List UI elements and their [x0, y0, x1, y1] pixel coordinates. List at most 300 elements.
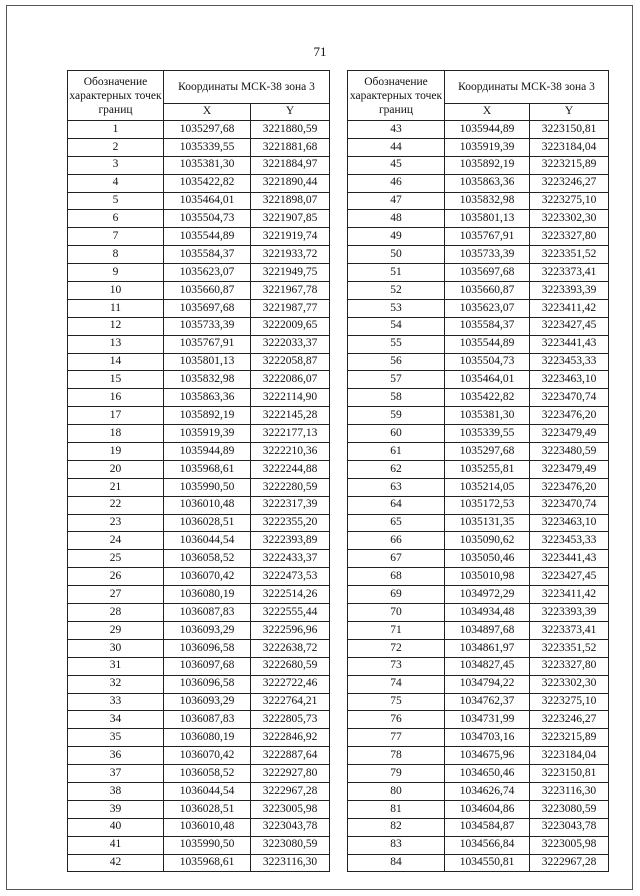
x-coordinate-cell: 1036044,54 [164, 782, 251, 800]
point-number-cell: 19 [68, 443, 164, 461]
y-coordinate-cell: 3221881,68 [251, 138, 330, 156]
table-row [348, 121, 609, 139]
y-coordinate-cell: 3223116,30 [530, 782, 609, 800]
table-row [68, 496, 330, 514]
x-coordinate-cell: 1036080,19 [164, 586, 251, 604]
table-row [348, 192, 609, 210]
x-coordinate-cell: 1035801,13 [164, 353, 251, 371]
table-row [348, 299, 609, 317]
table-row [68, 747, 330, 765]
y-coordinate-cell: 3223275,10 [530, 192, 609, 210]
x-coordinate-cell: 1036028,51 [164, 800, 251, 818]
table-row [68, 550, 330, 568]
point-number-cell: 72 [348, 639, 445, 657]
table-row [348, 138, 609, 156]
y-coordinate-cell: 3221890,44 [251, 174, 330, 192]
x-coordinate-cell: 1035767,91 [164, 335, 251, 353]
point-number-cell: 48 [348, 210, 445, 228]
y-column-header: Y [251, 104, 330, 121]
point-number-cell: 44 [348, 138, 445, 156]
y-coordinate-cell: 3223470,74 [530, 389, 609, 407]
y-coordinate-cell: 3223351,52 [530, 246, 609, 264]
table-row [348, 460, 609, 478]
point-number-cell: 37 [68, 765, 164, 783]
table-row [68, 478, 330, 496]
point-number-cell: 7 [68, 228, 164, 246]
table-row [68, 532, 330, 550]
y-coordinate-cell: 3222805,73 [251, 711, 330, 729]
table-row [68, 800, 330, 818]
table-row [68, 353, 330, 371]
table-row [68, 371, 330, 389]
y-coordinate-cell: 3222177,13 [251, 425, 330, 443]
y-coordinate-cell: 3223393,39 [530, 604, 609, 622]
y-coordinate-cell: 3222764,21 [251, 693, 330, 711]
y-coordinate-cell: 3223246,27 [530, 174, 609, 192]
x-coordinate-cell: 1035863,36 [164, 389, 251, 407]
point-number-cell: 13 [68, 335, 164, 353]
point-number-cell: 52 [348, 282, 445, 300]
x-coordinate-cell: 1035172,53 [445, 496, 530, 514]
x-coordinate-cell: 1035660,87 [164, 282, 251, 300]
x-coordinate-cell: 1035422,82 [164, 174, 251, 192]
point-number-cell: 74 [348, 675, 445, 693]
x-coordinate-cell: 1035990,50 [164, 836, 251, 854]
x-coordinate-cell: 1035255,81 [445, 460, 530, 478]
x-coordinate-cell: 1035544,89 [445, 335, 530, 353]
point-number-cell: 8 [68, 246, 164, 264]
point-number-cell: 4 [68, 174, 164, 192]
x-coordinate-cell: 1035381,30 [445, 407, 530, 425]
point-number-cell: 79 [348, 765, 445, 783]
x-coordinate-cell: 1035584,37 [445, 317, 530, 335]
table-row [348, 246, 609, 264]
y-coordinate-cell: 3222433,37 [251, 550, 330, 568]
y-coordinate-cell: 3222887,64 [251, 747, 330, 765]
y-coordinate-cell: 3223453,33 [530, 353, 609, 371]
table-row [348, 282, 609, 300]
x-coordinate-cell: 1035968,61 [164, 460, 251, 478]
table-row [348, 389, 609, 407]
x-coordinate-cell: 1035944,89 [445, 121, 530, 139]
table-row [68, 514, 330, 532]
table-row [68, 282, 330, 300]
x-coordinate-cell: 1035832,98 [164, 371, 251, 389]
x-coordinate-cell: 1035050,46 [445, 550, 530, 568]
coordinates-table-left [67, 70, 330, 872]
point-number-cell: 66 [348, 532, 445, 550]
x-coordinate-cell: 1035919,39 [445, 138, 530, 156]
table-row [68, 192, 330, 210]
table-row [348, 478, 609, 496]
y-coordinate-cell: 3222927,80 [251, 765, 330, 783]
table-row [68, 693, 330, 711]
x-coordinate-cell: 1036096,58 [164, 675, 251, 693]
y-coordinate-cell: 3223351,52 [530, 639, 609, 657]
y-coordinate-cell: 3223470,74 [530, 496, 609, 514]
point-number-cell: 50 [348, 246, 445, 264]
table-row [348, 174, 609, 192]
table-row [68, 639, 330, 657]
x-coordinate-cell: 1035297,68 [445, 443, 530, 461]
y-coordinate-cell: 3222514,26 [251, 586, 330, 604]
point-number-cell: 43 [348, 121, 445, 139]
y-coordinate-cell: 3223150,81 [530, 121, 609, 139]
y-coordinate-cell: 3223215,89 [530, 156, 609, 174]
y-coordinate-cell: 3222846,92 [251, 729, 330, 747]
table-row [348, 335, 609, 353]
y-coordinate-cell: 3223246,27 [530, 711, 609, 729]
x-coordinate-cell: 1035892,19 [445, 156, 530, 174]
x-coordinate-cell: 1035623,07 [445, 299, 530, 317]
table-row [348, 729, 609, 747]
x-coordinate-cell: 1036087,83 [164, 604, 251, 622]
x-coordinate-cell: 1035919,39 [164, 425, 251, 443]
y-coordinate-cell: 3221880,59 [251, 121, 330, 139]
point-number-cell: 41 [68, 836, 164, 854]
y-coordinate-cell: 3223302,30 [530, 210, 609, 228]
x-coordinate-cell: 1035504,73 [164, 210, 251, 228]
x-coordinate-cell: 1035131,35 [445, 514, 530, 532]
point-number-cell: 64 [348, 496, 445, 514]
y-coordinate-cell: 3223043,78 [251, 818, 330, 836]
y-column-header: Y [530, 104, 609, 121]
point-number-cell: 11 [68, 299, 164, 317]
table-row [68, 818, 330, 836]
x-coordinate-cell: 1036028,51 [164, 514, 251, 532]
x-coordinate-cell: 1034650,46 [445, 765, 530, 783]
point-number-cell: 30 [68, 639, 164, 657]
point-number-cell: 15 [68, 371, 164, 389]
table-row [68, 604, 330, 622]
y-coordinate-cell: 3222555,44 [251, 604, 330, 622]
x-coordinate-cell: 1035832,98 [445, 192, 530, 210]
table-row [68, 174, 330, 192]
table-row [348, 818, 609, 836]
table-row [348, 425, 609, 443]
table-row [348, 228, 609, 246]
y-coordinate-cell: 3222009,65 [251, 317, 330, 335]
table-row [68, 317, 330, 335]
x-coordinate-cell: 1034566,84 [445, 836, 530, 854]
y-coordinate-cell: 3223275,10 [530, 693, 609, 711]
table-row [348, 604, 609, 622]
table-row [68, 425, 330, 443]
y-coordinate-cell: 3223302,30 [530, 675, 609, 693]
x-coordinate-cell: 1035944,89 [164, 443, 251, 461]
table-body [68, 121, 330, 872]
y-coordinate-cell: 3221933,72 [251, 246, 330, 264]
point-number-cell: 49 [348, 228, 445, 246]
point-number-cell: 58 [348, 389, 445, 407]
y-coordinate-cell: 3222210,36 [251, 443, 330, 461]
point-number-cell: 54 [348, 317, 445, 335]
point-number-cell: 84 [348, 854, 445, 872]
point-number-cell: 65 [348, 514, 445, 532]
table-row [348, 496, 609, 514]
table-row [68, 765, 330, 783]
x-coordinate-cell: 1035297,68 [164, 121, 251, 139]
x-coordinate-cell: 1035381,30 [164, 156, 251, 174]
x-coordinate-cell: 1036096,58 [164, 639, 251, 657]
table-row [348, 550, 609, 568]
x-coordinate-cell: 1035090,62 [445, 532, 530, 550]
point-number-cell: 81 [348, 800, 445, 818]
point-number-cell: 34 [68, 711, 164, 729]
x-coordinate-cell: 1036080,19 [164, 729, 251, 747]
y-coordinate-cell: 3223479,49 [530, 425, 609, 443]
x-coordinate-cell: 1035214,05 [445, 478, 530, 496]
point-number-cell: 21 [68, 478, 164, 496]
y-coordinate-cell: 3222680,59 [251, 657, 330, 675]
table-row [68, 675, 330, 693]
x-coordinate-cell: 1034675,96 [445, 747, 530, 765]
table-row [348, 568, 609, 586]
y-coordinate-cell: 3222393,89 [251, 532, 330, 550]
x-coordinate-cell: 1035584,37 [164, 246, 251, 264]
point-number-cell: 28 [68, 604, 164, 622]
point-label-header: Обозначение характерных точек границ [68, 71, 164, 121]
table-row [348, 514, 609, 532]
point-number-cell: 76 [348, 711, 445, 729]
x-coordinate-cell: 1034934,48 [445, 604, 530, 622]
point-number-cell: 60 [348, 425, 445, 443]
x-coordinate-cell: 1034861,97 [445, 639, 530, 657]
point-number-cell: 67 [348, 550, 445, 568]
y-coordinate-cell: 3223427,45 [530, 317, 609, 335]
y-coordinate-cell: 3223005,98 [251, 800, 330, 818]
table-row [348, 264, 609, 282]
y-coordinate-cell: 3223184,04 [530, 747, 609, 765]
point-number-cell: 59 [348, 407, 445, 425]
y-coordinate-cell: 3223411,42 [530, 299, 609, 317]
y-coordinate-cell: 3223327,80 [530, 228, 609, 246]
table-row [348, 836, 609, 854]
x-coordinate-cell: 1036010,48 [164, 496, 251, 514]
point-number-cell: 31 [68, 657, 164, 675]
point-number-cell: 36 [68, 747, 164, 765]
y-coordinate-cell: 3222145,28 [251, 407, 330, 425]
point-number-cell: 39 [68, 800, 164, 818]
y-coordinate-cell: 3223150,81 [530, 765, 609, 783]
point-number-cell: 70 [348, 604, 445, 622]
point-number-cell: 26 [68, 568, 164, 586]
x-coordinate-cell: 1035892,19 [164, 407, 251, 425]
table-row [348, 353, 609, 371]
y-coordinate-cell: 3223453,33 [530, 532, 609, 550]
point-number-cell: 63 [348, 478, 445, 496]
table-row [348, 657, 609, 675]
table-row [348, 371, 609, 389]
table-row [68, 228, 330, 246]
point-number-cell: 32 [68, 675, 164, 693]
table-row [68, 246, 330, 264]
table-row [348, 532, 609, 550]
x-coordinate-cell: 1035339,55 [164, 138, 251, 156]
point-number-cell: 56 [348, 353, 445, 371]
x-column-header: X [445, 104, 530, 121]
table-row [348, 747, 609, 765]
point-number-cell: 71 [348, 621, 445, 639]
point-number-cell: 51 [348, 264, 445, 282]
y-coordinate-cell: 3221907,85 [251, 210, 330, 228]
table-row [348, 621, 609, 639]
y-coordinate-cell: 3222967,28 [530, 854, 609, 872]
table-row [68, 121, 330, 139]
y-coordinate-cell: 3223411,42 [530, 586, 609, 604]
table-row [348, 210, 609, 228]
y-coordinate-cell: 3222967,28 [251, 782, 330, 800]
y-coordinate-cell: 3223005,98 [530, 836, 609, 854]
x-coordinate-cell: 1034626,74 [445, 782, 530, 800]
table-row [68, 460, 330, 478]
x-coordinate-cell: 1035422,82 [445, 389, 530, 407]
point-number-cell: 12 [68, 317, 164, 335]
x-coordinate-cell: 1035544,89 [164, 228, 251, 246]
y-coordinate-cell: 3223441,43 [530, 335, 609, 353]
point-number-cell: 55 [348, 335, 445, 353]
table-row [68, 264, 330, 282]
x-coordinate-cell: 1035464,01 [445, 371, 530, 389]
x-coordinate-cell: 1036010,48 [164, 818, 251, 836]
y-coordinate-cell: 3221949,75 [251, 264, 330, 282]
point-number-cell: 45 [348, 156, 445, 174]
y-coordinate-cell: 3223373,41 [530, 264, 609, 282]
table-row [68, 407, 330, 425]
table-row [348, 586, 609, 604]
table-row [348, 854, 609, 872]
point-number-cell: 14 [68, 353, 164, 371]
y-coordinate-cell: 3223427,45 [530, 568, 609, 586]
x-coordinate-cell: 1034604,86 [445, 800, 530, 818]
point-number-cell: 53 [348, 299, 445, 317]
x-coordinate-cell: 1034762,37 [445, 693, 530, 711]
point-number-cell: 78 [348, 747, 445, 765]
table-row [68, 854, 330, 872]
table-row [68, 729, 330, 747]
y-coordinate-cell: 3223463,10 [530, 514, 609, 532]
y-coordinate-cell: 3222638,72 [251, 639, 330, 657]
point-number-cell: 38 [68, 782, 164, 800]
page-number: 71 [313, 44, 327, 59]
table-row [348, 711, 609, 729]
y-coordinate-cell: 3223080,59 [251, 836, 330, 854]
point-number-cell: 23 [68, 514, 164, 532]
table-row [348, 782, 609, 800]
table-row [348, 693, 609, 711]
coordinates-header: Координаты МСК-38 зона 3 [445, 71, 609, 104]
point-number-cell: 80 [348, 782, 445, 800]
y-coordinate-cell: 3222280,59 [251, 478, 330, 496]
table-row [348, 407, 609, 425]
y-coordinate-cell: 3221898,07 [251, 192, 330, 210]
point-number-cell: 40 [68, 818, 164, 836]
y-coordinate-cell: 3223327,80 [530, 657, 609, 675]
x-coordinate-cell: 1035339,55 [445, 425, 530, 443]
x-coordinate-cell: 1034827,45 [445, 657, 530, 675]
x-coordinate-cell: 1035464,01 [164, 192, 251, 210]
x-coordinate-cell: 1034731,99 [445, 711, 530, 729]
point-number-cell: 20 [68, 460, 164, 478]
x-coordinate-cell: 1035863,36 [445, 174, 530, 192]
coordinates-header: Координаты МСК-38 зона 3 [164, 71, 330, 104]
point-label-header: Обозначение характерных точек границ [348, 71, 445, 121]
point-number-cell: 47 [348, 192, 445, 210]
y-coordinate-cell: 3223463,10 [530, 371, 609, 389]
x-coordinate-cell: 1035697,68 [445, 264, 530, 282]
point-number-cell: 27 [68, 586, 164, 604]
point-number-cell: 5 [68, 192, 164, 210]
y-coordinate-cell: 3223116,30 [251, 854, 330, 872]
y-coordinate-cell: 3223373,41 [530, 621, 609, 639]
table-row [348, 317, 609, 335]
coordinates-table-right [347, 70, 609, 872]
point-number-cell: 22 [68, 496, 164, 514]
point-number-cell: 24 [68, 532, 164, 550]
x-coordinate-cell: 1034794,22 [445, 675, 530, 693]
point-number-cell: 1 [68, 121, 164, 139]
table-row [68, 657, 330, 675]
table-row [348, 156, 609, 174]
y-coordinate-cell: 3223476,20 [530, 407, 609, 425]
point-number-cell: 33 [68, 693, 164, 711]
x-coordinate-cell: 1036058,52 [164, 765, 251, 783]
y-coordinate-cell: 3221967,78 [251, 282, 330, 300]
x-coordinate-cell: 1035767,91 [445, 228, 530, 246]
y-coordinate-cell: 3222058,87 [251, 353, 330, 371]
table-body [348, 121, 609, 872]
x-coordinate-cell: 1036097,68 [164, 657, 251, 675]
point-number-cell: 46 [348, 174, 445, 192]
x-coordinate-cell: 1036070,42 [164, 568, 251, 586]
y-coordinate-cell: 3223043,78 [530, 818, 609, 836]
point-number-cell: 61 [348, 443, 445, 461]
y-coordinate-cell: 3222244,88 [251, 460, 330, 478]
y-coordinate-cell: 3223480,59 [530, 443, 609, 461]
x-coordinate-cell: 1035990,50 [164, 478, 251, 496]
x-column-header: X [164, 104, 251, 121]
table-row [68, 138, 330, 156]
y-coordinate-cell: 3221919,74 [251, 228, 330, 246]
table-row [348, 675, 609, 693]
x-coordinate-cell: 1036093,29 [164, 621, 251, 639]
point-number-cell: 75 [348, 693, 445, 711]
x-coordinate-cell: 1036058,52 [164, 550, 251, 568]
table-row [68, 586, 330, 604]
x-coordinate-cell: 1036044,54 [164, 532, 251, 550]
y-coordinate-cell: 3222317,39 [251, 496, 330, 514]
table-row [348, 765, 609, 783]
point-number-cell: 16 [68, 389, 164, 407]
y-coordinate-cell: 3223080,59 [530, 800, 609, 818]
y-coordinate-cell: 3221987,77 [251, 299, 330, 317]
point-number-cell: 83 [348, 836, 445, 854]
y-coordinate-cell: 3223184,04 [530, 138, 609, 156]
point-number-cell: 2 [68, 138, 164, 156]
table-row [68, 568, 330, 586]
point-number-cell: 18 [68, 425, 164, 443]
table-row [348, 800, 609, 818]
table-row [68, 782, 330, 800]
x-coordinate-cell: 1035623,07 [164, 264, 251, 282]
table-row [68, 836, 330, 854]
y-coordinate-cell: 3222114,90 [251, 389, 330, 407]
table-row [348, 639, 609, 657]
x-coordinate-cell: 1034703,16 [445, 729, 530, 747]
x-coordinate-cell: 1035801,13 [445, 210, 530, 228]
table-row [68, 443, 330, 461]
point-number-cell: 25 [68, 550, 164, 568]
